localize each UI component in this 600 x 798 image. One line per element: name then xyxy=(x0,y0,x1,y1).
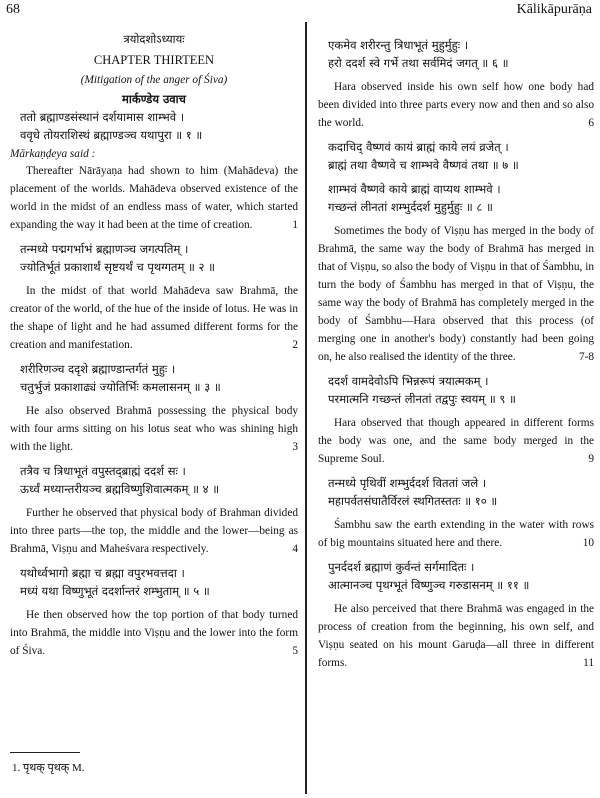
translation-6: Hara observed inside his own self how one body had been divided into three parts every now and then and so also the world. 6 xyxy=(318,81,594,129)
translation-9: Hara observed that though appeared in different forms the body was one, and the same body merged in the Supreme Soul. 9 xyxy=(318,417,594,465)
verse-7: कदाचिद् वैष्णवं कायं ब्राह्मं काये लयं व्रजेत् । ब्राह्मं तथा वैष्णवे च शाम्भवे वैष्णवं तथा ॥ ७ ॥ xyxy=(328,140,519,172)
page-number: 68 xyxy=(6,2,20,17)
translation-3: He also observed Brahmā possessing the physical body with four arms sitting on his lotus seat who was shining high with the light. 3 xyxy=(10,405,298,453)
translation-2: In the midst of that world Mahādeva saw Brahmā, the creator of the world, of the hue of the inside of lotus. He was in the shape of light and he had assumed different forms for the creation and manifestation. 2 xyxy=(10,285,298,351)
verse-4: तत्रैव च त्रिधाभूतं वपुस्तद्ब्राह्मं ददर्श सः । ऊर्ध्वं मध्यान्तरीयञ्च ब्रह्मविष्णुशिवात्मकम् ॥ ४ ॥ xyxy=(20,464,220,496)
verse-10: तन्मध्ये पृथिवीं शम्भुर्ददर्श विततां जले । महापर्वतसंघातैर्विरलं स्थगितस्ततः ॥ १० ॥ xyxy=(328,476,498,508)
chapter-title-sanskrit: त्रयोदशोऽध्यायः xyxy=(123,32,185,46)
translation-5: He then observed how the top portion of that body turned into Brahmā, the middle into Viṣṇu and the lower into the form of Śiva. 5 xyxy=(10,609,298,657)
verse-3: शरीरिणञ्च ददृशे ब्रह्माण्डान्तर्गतं मुहुः । चतुर्भुजं प्रकाशाढ्यं ज्योतिर्भिः कमलासनम् ॥ ३ ॥ xyxy=(20,362,221,394)
verse-2: तन्मध्ये पद्मगर्भाभं ब्रह्माणञ्च जगत्पतिम् । ज्योतिर्भूतं प्रकाशार्थं सृष्टयर्थं च पृथग्गतम् ॥ २ ॥ xyxy=(20,242,216,274)
translation-7-8: Sometimes the body of Viṣṇu has merged in the body of Brahmā, the same way the body of Brahmā has merged in that of Viṣṇu, so also the body of Viṣṇu in that of Śambhu, in turn the body of Śambhu has merged in that of Viṣṇu, the same way the body of Brahmā has completely merged in the body of Śambhu—Hara observed that this process (of merging one in another's body) constantly had been going on, he also realised the identity of the three. 7-8 xyxy=(318,225,594,363)
chapter-subtitle: (Mitigation of the anger of Śiva) xyxy=(80,74,228,86)
column-divider xyxy=(305,22,307,794)
footnote: 1. पृथक् पृथक् M. xyxy=(12,762,85,774)
running-head: Kālikāpurāṇa xyxy=(516,2,592,17)
left-column xyxy=(10,28,298,660)
translation-4: Further he observed that physical body of Brahman divided into three parts—the top, the middle and the lower—being as Brahmā, Viṣṇu and Maheśvara respectively. 4 xyxy=(10,507,298,555)
translation-1: Thereafter Nārāyaṇa had shown to him (Mahādeva) the placement of the worlds. Mahādeva observed existence of the world in the midst of an endless mass of water, which started expanding the way it had been at the time of creation. 1 xyxy=(10,165,298,231)
verse-1: ततो ब्रह्माण्डसंस्थानं दर्शयामास शाम्भवे । ववृधे तोयराशिस्थं ब्रह्माण्डञ्च यथापुरा ॥ १ ॥ xyxy=(20,110,203,142)
footnote-rule xyxy=(10,752,80,753)
verse-8: शाम्भवं वैष्णवे काये ब्राह्मं वाप्यथ शाम्भवे । गच्छन्तं लीनतां शम्भुर्ददर्श मुहुर्मुहुः ॥ ८ ॥ xyxy=(328,182,501,214)
verse-5: यथोर्ध्वभागो ब्रह्मा च ब्रह्मा वपुरभवत्तदा । मध्यं यथा विष्णुभूतं ददर्शान्तरं शम्भुताम् ॥ ५ ॥ xyxy=(20,566,210,598)
verse-6: एकमेव शरीरन्तु त्रिधाभूतं मुहुर्मुहुः । हरो ददर्श स्वे गर्भे तथा सर्वमिदं जगत् ॥ ६ ॥ xyxy=(328,38,509,70)
translation-10: Śambhu saw the earth extending in the water with rows of big mountains situated here and there. 10 xyxy=(318,519,594,549)
translation-11: He also perceived that there Brahmā was engaged in the process of creation from the beginning, his own self, and Viṣṇu seated on his mount Garuḍa—all three in different forms. 11 xyxy=(318,603,594,669)
speaker-english: Mārkaṇḍeya said : xyxy=(10,148,96,160)
chapter-heading: CHAPTER THIRTEEN xyxy=(93,53,215,67)
right-column xyxy=(318,36,594,672)
verse-11: पुनर्ददर्श ब्रह्माणं कुर्वन्तं सर्गमादितः । आत्मानञ्च पृथग्भूतं विष्णुञ्च गरुडासनम् ॥ ११ ॥ xyxy=(328,560,530,592)
speaker-sanskrit: मार्कण्डेय उवाच xyxy=(122,92,186,106)
verse-9: ददर्श वामदेवोऽपि भिन्नरूपं त्रयात्मकम् । परमात्मनि गच्छन्तं लीनतां तद्वपुः स्वयम् ॥ ९ ॥ xyxy=(328,374,516,406)
